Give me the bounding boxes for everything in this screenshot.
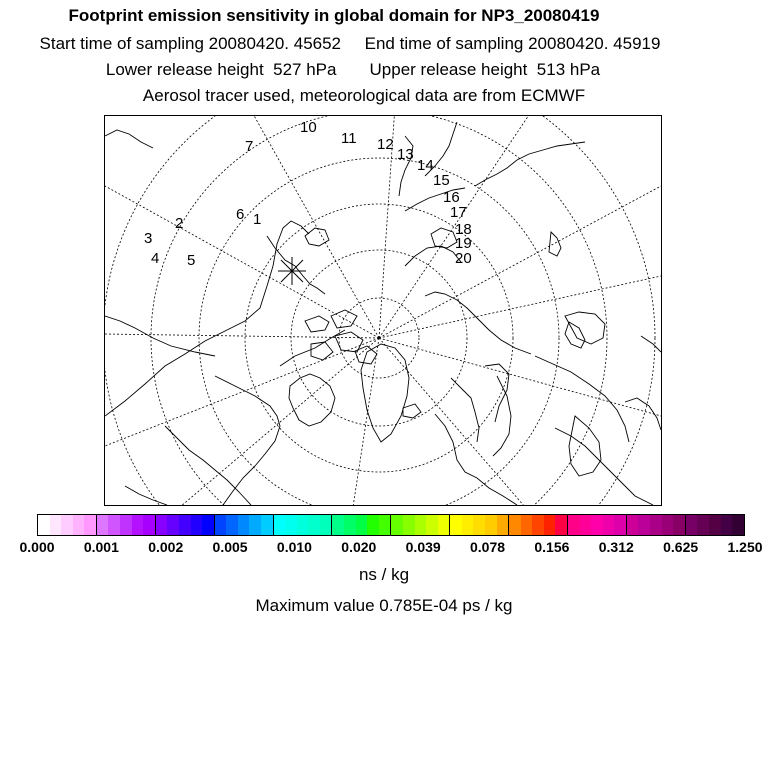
colorbar-swatch: [403, 515, 415, 535]
colorbar-swatch: [591, 515, 603, 535]
colorbar-swatch: [96, 515, 109, 535]
colorbar-swatch: [226, 515, 238, 535]
colorbar-swatch: [249, 515, 261, 535]
colorbar-swatch: [344, 515, 356, 535]
colorbar-tick-label: 0.005: [212, 539, 248, 555]
colorbar-tick-label: 0.039: [405, 539, 441, 555]
colorbar: [37, 514, 745, 536]
colorbar-swatch: [426, 515, 438, 535]
colorbar-swatch: [497, 515, 509, 535]
colorbar-swatch: [379, 515, 391, 535]
colorbar-swatch: [167, 515, 179, 535]
colorbar-swatch: [120, 515, 132, 535]
release-height-line: Lower release height 527 hPa Upper release height 513 hPa: [105, 60, 601, 79]
colorbar-swatch: [132, 515, 144, 535]
colorbar-swatch: [449, 515, 462, 535]
colorbar-swatch: [320, 515, 332, 535]
colorbar-swatch: [473, 515, 485, 535]
colorbar-tick-label: 0.002: [148, 539, 184, 555]
colorbar-swatch: [202, 515, 214, 535]
polar-map: [104, 115, 662, 506]
colorbar-swatch: [273, 515, 286, 535]
colorbar-swatch: [603, 515, 615, 535]
colorbar-swatch: [709, 515, 721, 535]
colorbar-swatch: [485, 515, 497, 535]
colorbar-tick-label: 0.020: [341, 539, 377, 555]
trajectory-label: 2: [175, 215, 184, 232]
colorbar-swatch: [614, 515, 626, 535]
colorbar-swatch: [580, 515, 592, 535]
colorbar-tick-label: 0.625: [663, 539, 699, 555]
trajectory-label: 4: [151, 250, 160, 267]
sampling-time-line: Start time of sampling 20080420. 45652 End time of sampling 20080420. 45919: [39, 34, 661, 53]
colorbar-swatch: [214, 515, 227, 535]
colorbar-swatch: [179, 515, 191, 535]
colorbar-swatch: [555, 515, 567, 535]
colorbar-swatch: [238, 515, 250, 535]
colorbar-swatch: [38, 515, 50, 535]
trajectory-label: 11: [341, 130, 357, 147]
trajectory-label: 6: [236, 206, 245, 223]
trajectory-label: 1: [253, 211, 262, 228]
colorbar-tick-label: 0.010: [276, 539, 312, 555]
colorbar-swatch: [438, 515, 450, 535]
colorbar-swatch: [462, 515, 474, 535]
longitude-lines: [105, 116, 661, 507]
trajectory-label: 13: [397, 146, 414, 163]
colorbar-swatch: [508, 515, 521, 535]
colorbar-swatch: [390, 515, 403, 535]
colorbar-swatch: [356, 515, 368, 535]
colorbar-swatch: [521, 515, 533, 535]
colorbar-swatch: [544, 515, 556, 535]
colorbar-swatch: [626, 515, 639, 535]
colorbar-swatch: [285, 515, 297, 535]
trajectory-label: 16: [443, 189, 460, 206]
map-canvas: [105, 116, 663, 507]
trajectory-label: 17: [450, 204, 467, 221]
colorbar-swatch: [732, 515, 744, 535]
colorbar-swatch: [143, 515, 155, 535]
colorbar-swatch: [73, 515, 85, 535]
colorbar-swatch: [297, 515, 309, 535]
tracer-info-line: Aerosol tracer used, meteorological data are from ECMWF: [142, 86, 586, 105]
colorbar-swatch: [155, 515, 168, 535]
colorbar-swatch: [50, 515, 62, 535]
colorbar-tick-label: 0.312: [598, 539, 634, 555]
colorbar-swatch: [697, 515, 709, 535]
trajectory-label: 5: [187, 252, 196, 269]
colorbar-unit: ns / kg: [358, 565, 410, 584]
colorbar-tick-label: 0.078: [470, 539, 506, 555]
colorbar-swatch: [61, 515, 73, 535]
trajectory-label: 19: [455, 235, 472, 252]
colorbar-tick-label: 0.000: [19, 539, 55, 555]
trajectory-label: 10: [300, 119, 317, 136]
colorbar-swatch: [191, 515, 203, 535]
trajectory-label: 12: [377, 136, 394, 153]
trajectory-label: 7: [245, 138, 254, 155]
trajectory-label: 15: [433, 172, 450, 189]
colorbar-swatch: [567, 515, 580, 535]
colorbar-swatch: [685, 515, 698, 535]
colorbar-swatch: [650, 515, 662, 535]
colorbar-swatch: [662, 515, 674, 535]
colorbar-swatch: [721, 515, 733, 535]
coastlines: [105, 122, 661, 505]
colorbar-swatch: [331, 515, 344, 535]
colorbar-swatch: [638, 515, 650, 535]
plot-title: Footprint emission sensitivity in global domain for NP3_20080419: [68, 6, 600, 25]
release-point-marker: [278, 257, 306, 285]
colorbar-swatch: [367, 515, 379, 535]
trajectory-label: 18: [455, 221, 472, 238]
colorbar-tick-label: 1.250: [727, 539, 763, 555]
colorbar-swatch: [308, 515, 320, 535]
colorbar-tick-label: 0.001: [83, 539, 119, 555]
colorbar-swatch: [108, 515, 120, 535]
colorbar-swatch: [673, 515, 685, 535]
colorbar-swatch: [261, 515, 273, 535]
colorbar-swatch: [532, 515, 544, 535]
colorbar-tick-label: 0.156: [534, 539, 570, 555]
colorbar-swatch: [84, 515, 96, 535]
trajectory-label: 14: [417, 157, 434, 174]
colorbar-swatch: [415, 515, 427, 535]
trajectory-label: 3: [144, 230, 153, 247]
maximum-value-label: Maximum value 0.785E-04 ps / kg: [255, 596, 513, 615]
trajectory-label-group: [144, 119, 472, 269]
trajectory-label: 20: [455, 250, 472, 267]
